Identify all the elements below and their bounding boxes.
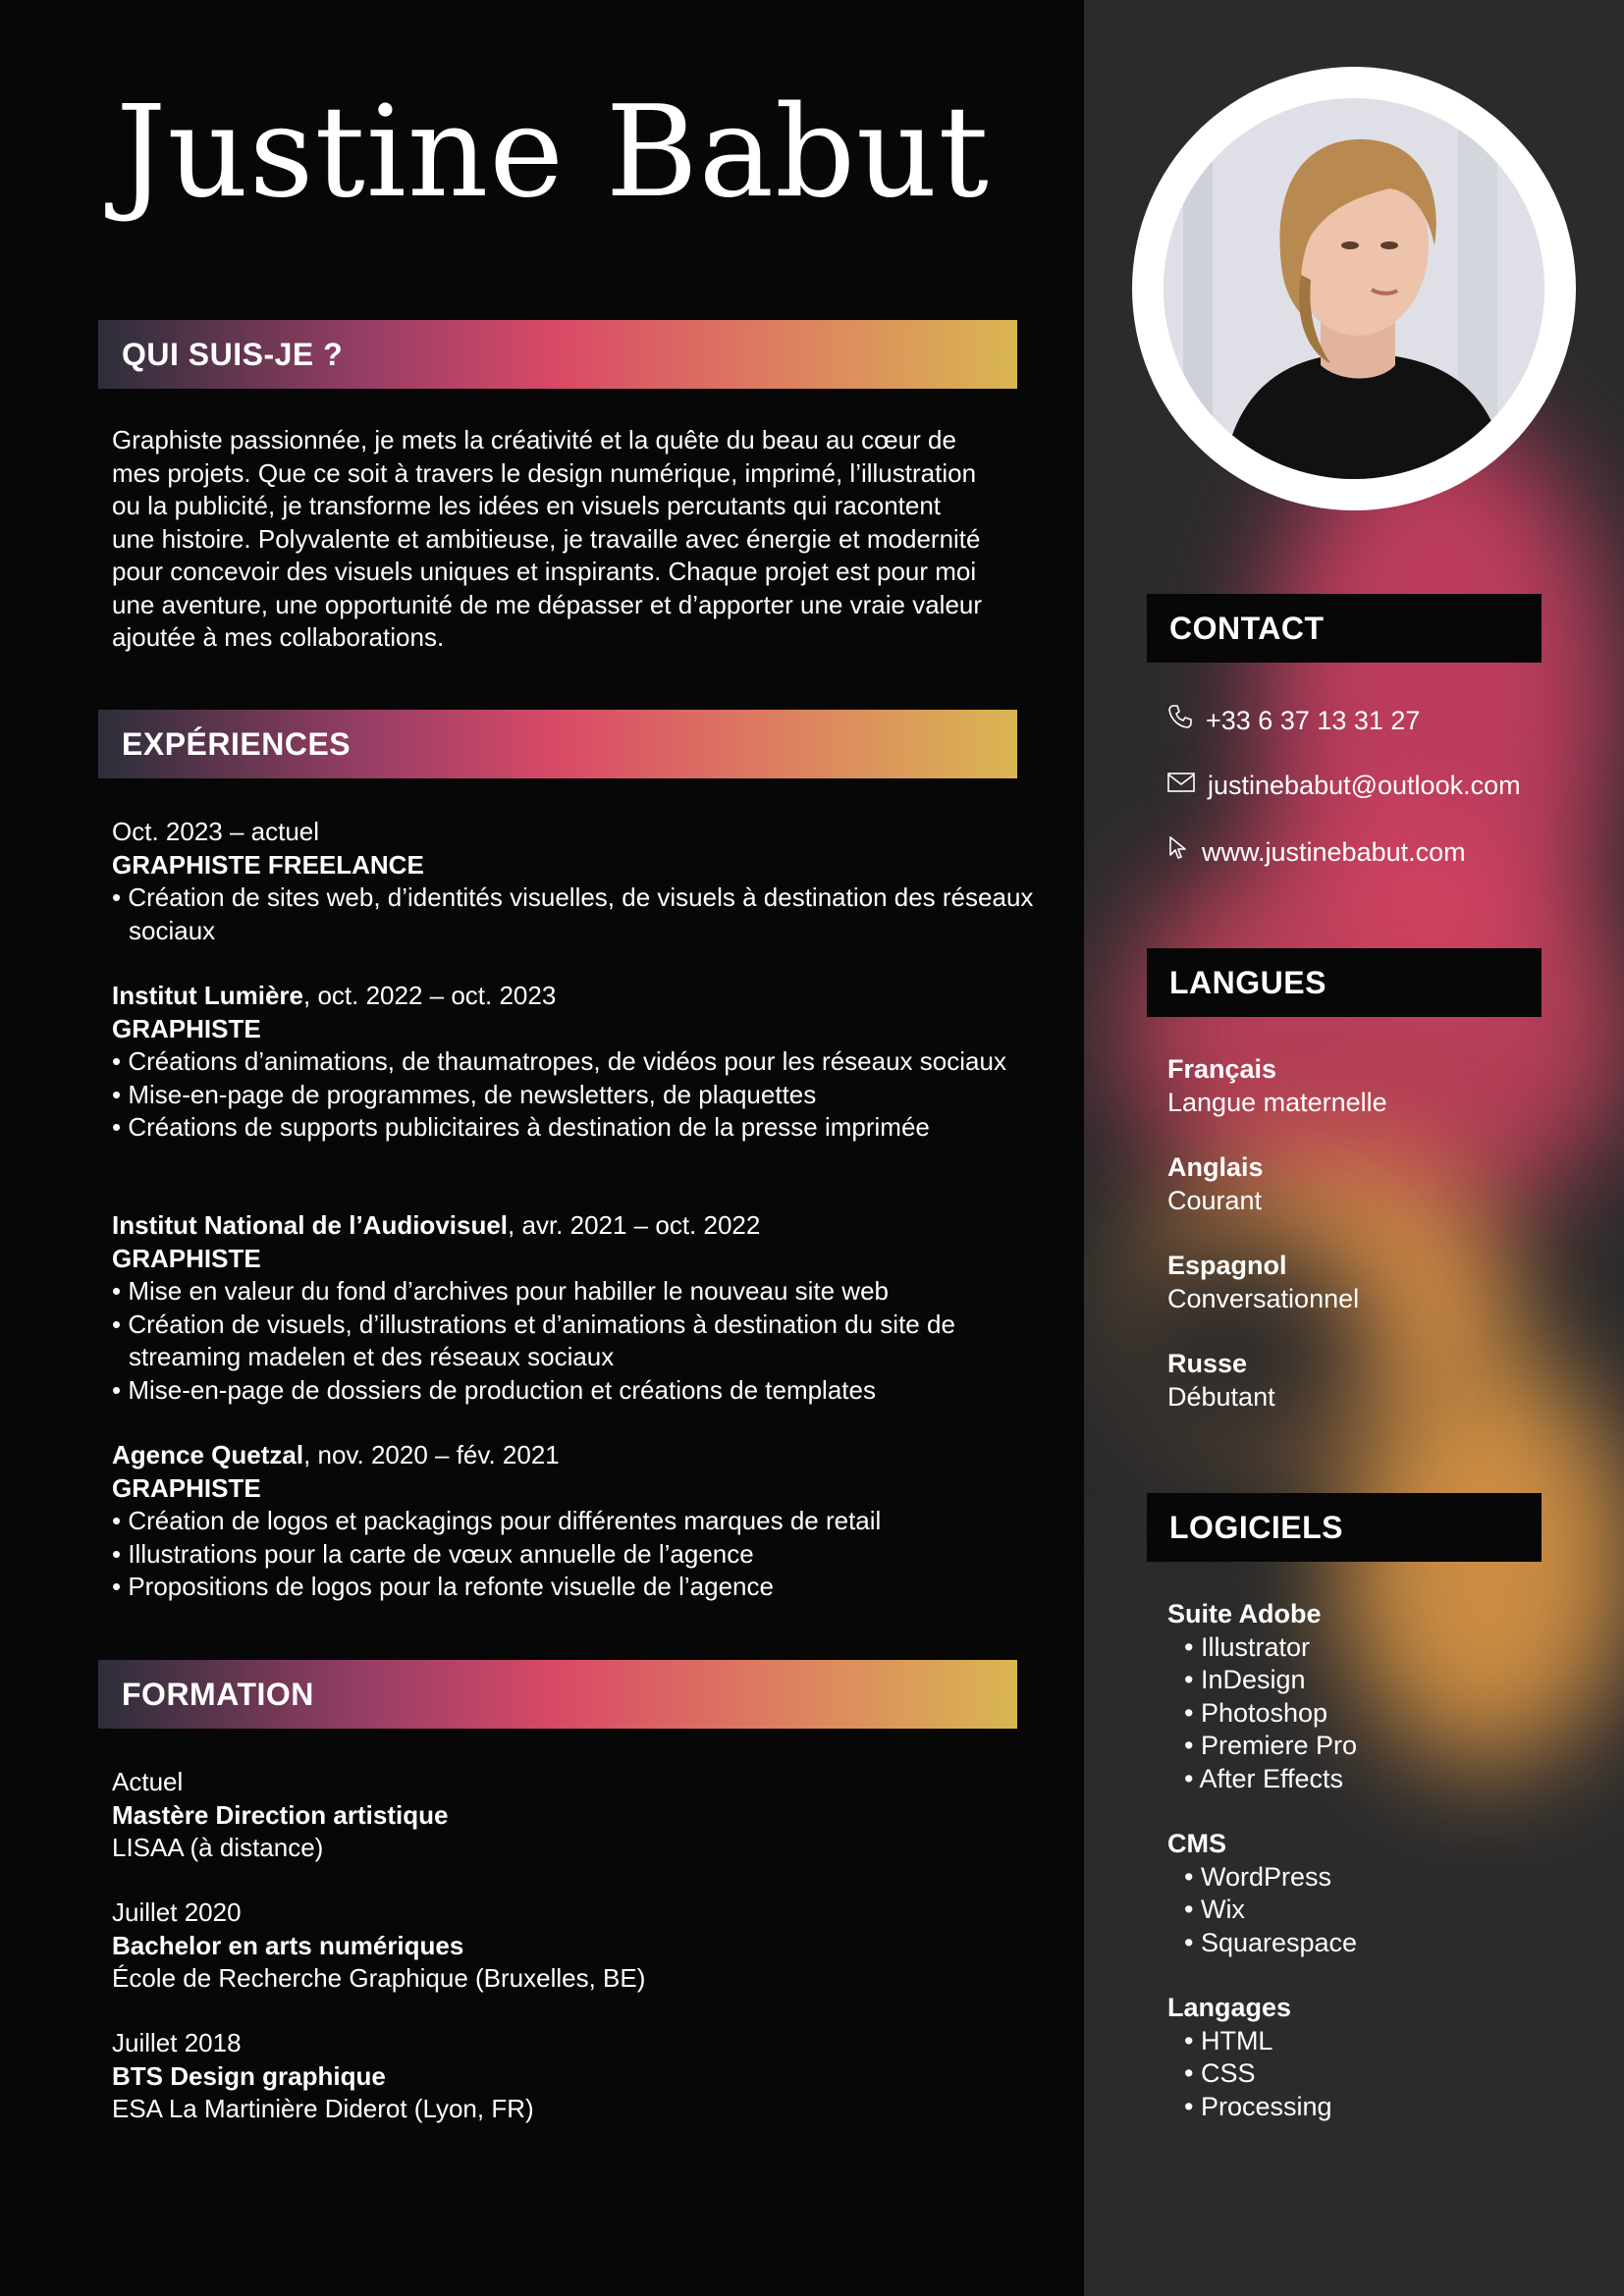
about-line: ou la publicité, je transforme les idées en visuels percutants qui racontent (112, 491, 942, 520)
website-link: www.justinebabut.com (1202, 837, 1466, 867)
experience-title: EXPÉRIENCES (122, 726, 352, 762)
contact-phone[interactable] (1166, 703, 1420, 738)
software-group-title: CMS (1167, 1829, 1226, 1858)
experience-bullet: • Création de visuels, d’illustrations et d’animations à destination du site de streaming madelen et des réseaux sociaux (112, 1308, 955, 1371)
experience-company: Agence Quetzal (112, 1440, 304, 1469)
software-group (1167, 1598, 1541, 1795)
software-group (1167, 1828, 1541, 1959)
language-name: Espagnol (1167, 1251, 1287, 1280)
envelope-icon (1166, 769, 1208, 802)
about-line: pour concevoir des visuels uniques et inspirants. Chaque projet est pour moi (112, 557, 977, 586)
language-item (1167, 1348, 1541, 1414)
software-item: • Photoshop (1184, 1697, 1328, 1728)
software-item: • Premiere Pro (1184, 1731, 1358, 1760)
email-address: justinebabut@outlook.com (1208, 771, 1521, 800)
software-item: • CSS (1184, 2058, 1256, 2088)
education-degree: BTS Design graphique (112, 2060, 386, 2091)
experience-role: GRAPHISTE (112, 1243, 261, 1273)
contact-header (1147, 594, 1542, 663)
experience-bullet: • Mise en valeur du fond d’archives pour habiller le nouveau site web (112, 1276, 890, 1306)
education-item (112, 1766, 1035, 1865)
experience-bullet: • Créations d’animations, de thaumatropes, de vidéos pour les réseaux sociaux (112, 1046, 1006, 1076)
software-group-title: Langages (1167, 1993, 1292, 2022)
experience-bullet: • Mise-en-page de dossiers de production et créations de templates (112, 1374, 876, 1405)
experience-bullet: • Création de sites web, d’identités visuelles, de visuels à destination des réseaux sociaux (112, 882, 1034, 945)
experience-bullet: • Propositions de logos pour la refonte visuelle de l’agence (112, 1572, 774, 1601)
experience-role: GRAPHISTE (112, 1472, 261, 1503)
education-school: ESA La Martinière Diderot (Lyon, FR) (112, 2094, 534, 2123)
education-degree: Mastère Direction artistique (112, 1799, 449, 1830)
language-level: Débutant (1167, 1381, 1275, 1412)
language-name: Anglais (1167, 1152, 1264, 1182)
software-item: • Illustrator (1184, 1631, 1310, 1662)
about-line: une histoire. Polyvalente et ambitieuse, je travaille avec énergie et modernité (112, 523, 981, 554)
experience-dates: , nov. 2020 – fév. 2021 (303, 1440, 560, 1469)
experience-role: GRAPHISTE FREELANCE (112, 849, 424, 880)
software-header (1147, 1493, 1542, 1562)
language-name: Français (1167, 1054, 1277, 1084)
experience-bullet: • Création de logos et packagings pour différentes marques de retail (112, 1506, 882, 1535)
about-line: mes projets. Que ce soit à travers le design numérique, imprimé, l’illustration (112, 457, 977, 488)
experience-item (112, 980, 1035, 1145)
profile-photo-frame (1132, 67, 1576, 510)
about-paragraph (112, 424, 1017, 655)
software-group-title: Suite Adobe (1167, 1599, 1322, 1629)
experience-item (112, 1209, 1035, 1407)
software-item: • InDesign (1184, 1665, 1306, 1694)
education-item (112, 2027, 1035, 2126)
about-title: QUI SUIS-JE ? (122, 337, 344, 372)
contact-website[interactable] (1166, 834, 1466, 870)
resume-name: Justine Babut (116, 80, 990, 226)
cursor-icon (1166, 834, 1202, 870)
education-header (98, 1660, 1017, 1729)
about-line: une aventure, une opportunité de me dépasser et d’apporter une vraie valeur (112, 589, 983, 619)
experience-bullet: • Mise-en-page de programmes, de newsletters, de plaquettes (112, 1079, 817, 1109)
education-date: Juillet 2020 (112, 1897, 242, 1927)
software-group (1167, 1992, 1541, 2123)
phone-icon (1166, 703, 1206, 738)
experience-bullet: • Illustrations pour la carte de vœux annuelle de l’agence (112, 1538, 754, 1569)
experience-bullet: • Créations de supports publicitaires à destination de la presse imprimée (112, 1112, 930, 1142)
education-title: FORMATION (122, 1677, 314, 1712)
experience-dates: Oct. 2023 – actuel (112, 817, 320, 846)
education-degree: Bachelor en arts numériques (112, 1930, 464, 1960)
education-item (112, 1896, 1035, 1996)
experience-company: Institut Lumière (112, 981, 304, 1010)
experience-company: Institut National de l’Audiovisuel (112, 1210, 509, 1240)
education-school: École de Recherche Graphique (Bruxelles, BE) (112, 1963, 646, 1993)
education-date: Juillet 2018 (112, 2028, 242, 2057)
language-level: Courant (1167, 1185, 1263, 1215)
language-level: Langue maternelle (1167, 1087, 1387, 1117)
experience-item (112, 816, 1035, 947)
profile-photo (1164, 98, 1544, 479)
software-item: • Processing (1184, 2091, 1332, 2121)
experience-dates: , avr. 2021 – oct. 2022 (508, 1210, 761, 1240)
experience-item (112, 1439, 1035, 1604)
about-line: Graphiste passionnée, je mets la créativité et la quête du beau au cœur de (112, 425, 956, 454)
language-name: Russe (1167, 1349, 1248, 1378)
contact-title: CONTACT (1169, 611, 1325, 646)
language-level: Conversationnel (1167, 1283, 1360, 1313)
education-school: LISAA (à distance) (112, 1833, 324, 1862)
languages-title: LANGUES (1169, 965, 1326, 1000)
software-title: LOGICIELS (1169, 1510, 1343, 1545)
education-date: Actuel (112, 1767, 184, 1796)
contact-email[interactable] (1166, 769, 1521, 802)
phone-number: +33 6 37 13 31 27 (1206, 706, 1421, 735)
software-item: • HTML (1184, 2025, 1273, 2056)
software-item: • WordPress (1184, 1861, 1331, 1892)
experience-header (98, 710, 1017, 778)
about-header (98, 320, 1017, 389)
language-item (1167, 1053, 1541, 1119)
experience-dates: , oct. 2022 – oct. 2023 (303, 981, 557, 1010)
portrait-illustration (1164, 98, 1544, 479)
software-item: • Wix (1184, 1895, 1245, 1924)
experience-role: GRAPHISTE (112, 1013, 261, 1043)
software-item: • Squarespace (1184, 1927, 1358, 1957)
language-item (1167, 1250, 1541, 1315)
software-item: • After Effects (1184, 1763, 1344, 1793)
about-line: ajoutée à mes collaborations. (112, 622, 445, 652)
languages-header (1147, 948, 1542, 1017)
language-item (1167, 1151, 1541, 1217)
